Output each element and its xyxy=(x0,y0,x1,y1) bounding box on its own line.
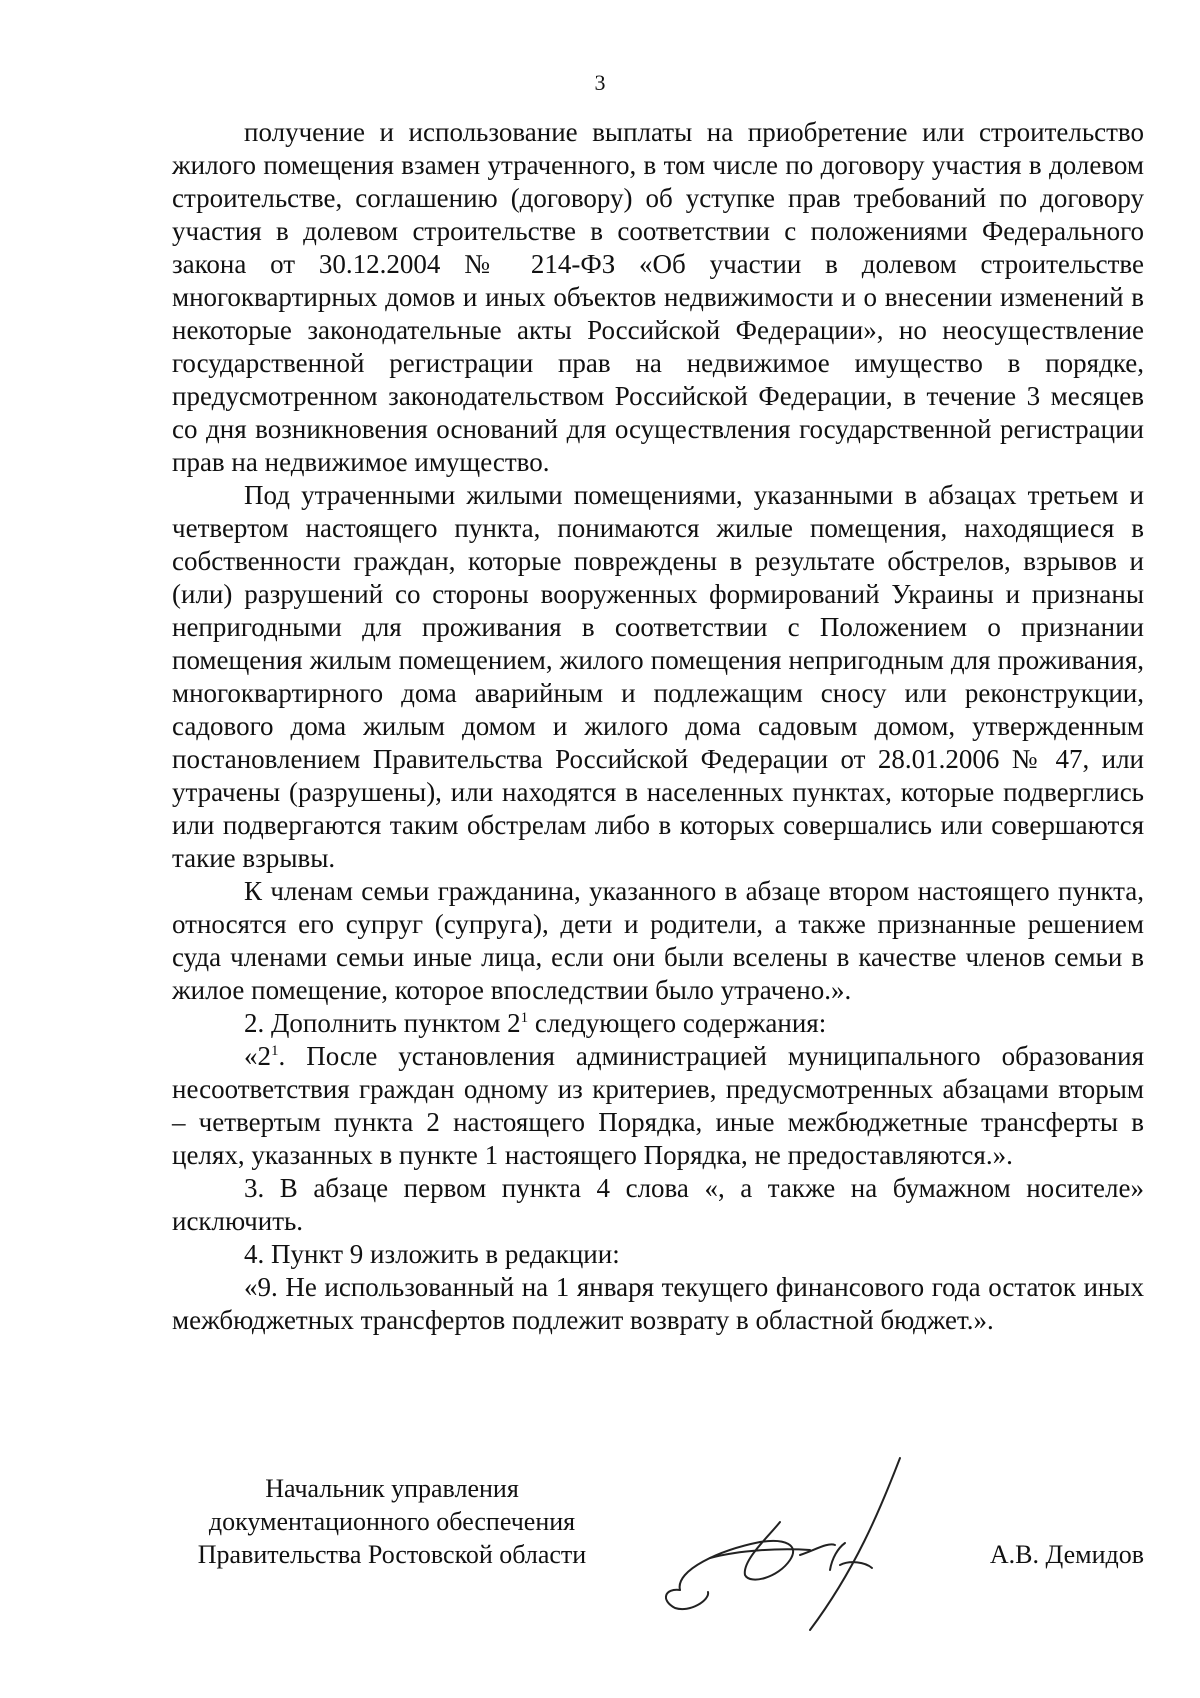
signatory-name: А.В. Демидов xyxy=(989,1540,1144,1569)
position-line-3: Правительства Ростовской области xyxy=(197,1540,587,1569)
paragraph-1: получение и использование выплаты на приобретение или строительство жилого помещения взамен утраченного, в том числе по договору участия в долевом строительстве, соглашению (договору) об уступке прав требований по договору участия в долевом строительстве в соответствии с положениями Федерального закона от 30.12.2004 № 214-ФЗ «Об участии в долевом строительстве многоквартирных домов и иных объектов недвижимости и о внесении изменений в некоторые законодательные акты Российской Федерации», но неосуществление государственной регистрации прав на недвижимое имущество в порядке, предусмотренном законодательством Российской Федерации, в течение 3 месяцев со дня возникновения оснований для осуществления государственной регистрации прав на недвижимое имущество. xyxy=(172,117,1144,477)
page-number: 3 xyxy=(594,70,606,95)
item-2-quote-superscript: 1 xyxy=(271,1043,279,1059)
signatory-position xyxy=(172,1472,612,1571)
position-line-1: Начальник управления xyxy=(265,1474,519,1503)
position-line-2: документационного обеспечения xyxy=(208,1507,576,1536)
signature-stroke-6 xyxy=(840,1562,872,1568)
item-3: 3. В абзаце первом пункта 4 слова «, а также на бумажном носителе» исключить. xyxy=(172,1173,1144,1236)
document-body xyxy=(172,116,1144,1337)
signature-stroke-5 xyxy=(810,1458,900,1630)
item-4-quote: «9. Не использованный на 1 января текущего финансового года остаток иных межбюджетных трансфертов подлежит возврату в областной бюджет.». xyxy=(172,1272,1144,1335)
item-2-text: 2. Дополнить пунктом 2 xyxy=(244,1008,521,1038)
item-2-text-end: следующего содержания: xyxy=(528,1008,827,1038)
item-2-superscript: 1 xyxy=(520,1010,529,1026)
signature-stroke-2 xyxy=(710,1549,810,1558)
paragraph-2: Под утраченными жилыми помещениями, указанными в абзацах третьем и четвертом настоящего пункта, понимаются жилые помещения, находящиеся в собственности граждан, которые повреждены в результате обстрелов, взрывов и (или) разрушений со стороны вооруженных формирований Украины и признаны непригодными для проживания в соответствии с Положением о признании помещения жилым помещением, жилого помещения непригодным для проживания, многоквартирного дома аварийным и подлежащим сносу или реконструкции, садового дома жилым домом и жилого дома садовым домом, утвержденным постановлением Правительства Российской Федерации от 28.01.2006 № 47, или утрачены (разрушены), или находятся в населенных пунктах, которые подверглись или подвергаются таким обстрелам либо в которых совершались или совершаются такие взрывы. xyxy=(172,480,1144,873)
signature-stroke-7 xyxy=(830,1543,845,1570)
item-2-heading xyxy=(172,1007,1144,1040)
item-2-quote-start: «2 xyxy=(244,1041,271,1071)
item-4-heading: 4. Пункт 9 изложить в редакции: xyxy=(244,1239,620,1269)
signature-stroke-1 xyxy=(680,1522,794,1590)
item-2-quote xyxy=(172,1040,1144,1172)
handwritten-signature xyxy=(650,1450,950,1640)
paragraph-3: К членам семьи гражданина, указанного в абзаце втором настоящего пункта, относятся его супруг (супруга), дети и родители, а также признанные решением суда членами семьи иные лица, если они были вселены в качестве членов семьи в жилое помещение, которое впоследствии было утрачено.». xyxy=(172,876,1144,1005)
item-2-quote-text: . После установления администрацией муниципального образования несоответствия граждан одному из критериев, предусмотренных абзацами вторым – четвертым пункта 2 настоящего Порядка, иные межбюджетные трансферты в целях, указанных в пункте 1 настоящего Порядка, не предоставляются.». xyxy=(172,1041,1144,1170)
signature-stroke-3 xyxy=(666,1590,708,1609)
